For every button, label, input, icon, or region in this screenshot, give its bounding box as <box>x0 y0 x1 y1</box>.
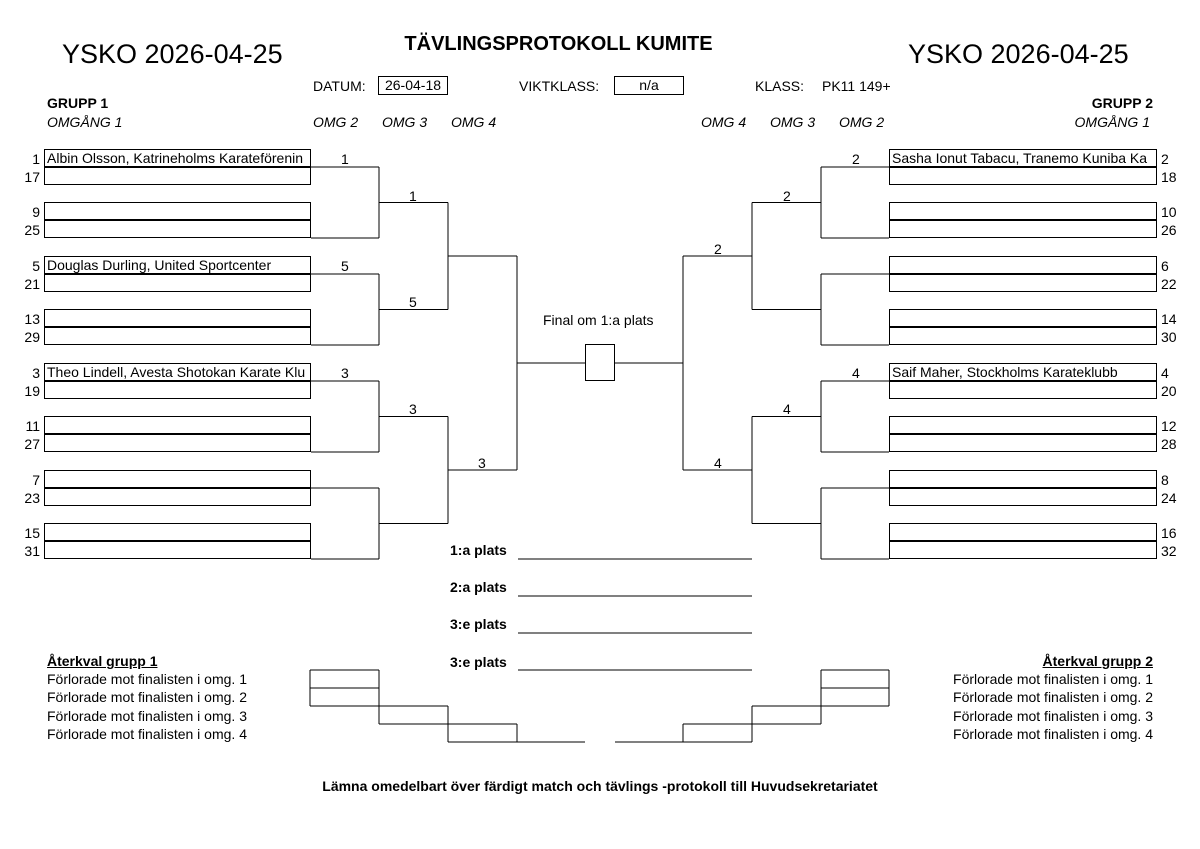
right-entry-slot[interactable] <box>889 256 1157 274</box>
right-seed-number: 6 <box>1161 258 1169 274</box>
right-seed-number: 22 <box>1161 276 1177 292</box>
event-name-left: YSKO 2026-04-25 <box>62 39 283 69</box>
group2-omg4-label: OMG 4 <box>701 114 747 130</box>
place-1-label: 1:a plats <box>450 542 507 558</box>
left-seed-number: 25 <box>24 222 40 238</box>
right-seed-number: 12 <box>1161 418 1177 434</box>
left-seed-number: 9 <box>32 204 40 220</box>
left-entry-slot[interactable]: Albin Olsson, Katrineholms Karateförenin <box>44 149 311 167</box>
right-entry-slot[interactable] <box>889 202 1157 220</box>
group1-omg2-label: OMG 2 <box>313 114 359 130</box>
right-entry-slot[interactable] <box>889 416 1157 434</box>
aterkval-group1-title: Återkval grupp 1 <box>47 653 158 669</box>
left-entry-slot[interactable] <box>44 381 311 399</box>
final-label: Final om 1:a plats <box>543 312 654 328</box>
left-seed-number: 23 <box>24 490 40 506</box>
left-seed-number: 1 <box>32 151 40 167</box>
final-winner-box[interactable] <box>585 344 615 381</box>
l-r2-2: 5 <box>341 258 349 274</box>
left-entry-slot[interactable] <box>44 434 311 452</box>
left-seed-number: 15 <box>24 525 40 541</box>
aterkval-r-row-3: Förlorade mot finalisten i omg. 3 <box>953 708 1153 724</box>
left-seed-number: 11 <box>25 418 40 434</box>
right-seed-number: 18 <box>1161 169 1177 185</box>
l-r3-1: 5 <box>409 294 417 310</box>
left-seed-number: 19 <box>24 383 40 399</box>
l-r3-2: 3 <box>409 401 417 417</box>
left-entry-slot[interactable] <box>44 327 311 345</box>
place-3b-label: 3:e plats <box>450 654 507 670</box>
left-entry-slot[interactable] <box>44 202 311 220</box>
group1-omg4-label: OMG 4 <box>451 114 497 130</box>
group2-round1-label: OMGÅNG 1 <box>1074 114 1150 130</box>
right-entry-slot[interactable] <box>889 309 1157 327</box>
r-r3-2: 4 <box>783 401 791 417</box>
left-entry-slot[interactable] <box>44 309 311 327</box>
group1-omg3-label: OMG 3 <box>382 114 428 130</box>
place-3a-label: 3:e plats <box>450 616 507 632</box>
page-title: TÄVLINGSPROTOKOLL KUMITE <box>404 33 713 55</box>
left-entry-slot[interactable] <box>44 416 311 434</box>
place-2-label: 2:a plats <box>450 579 507 595</box>
group2-omg3-label: OMG 3 <box>770 114 816 130</box>
l-r3-0: 1 <box>409 188 417 204</box>
l-r4-1: 3 <box>478 455 486 471</box>
right-entry-slot[interactable] <box>889 523 1157 541</box>
right-seed-number: 26 <box>1161 222 1177 238</box>
right-seed-number: 2 <box>1161 151 1169 167</box>
left-entry-slot[interactable] <box>44 274 311 292</box>
aterkval-l-row-2: Förlorade mot finalisten i omg. 2 <box>47 689 247 705</box>
r-r4-1: 4 <box>714 455 722 471</box>
right-seed-number: 32 <box>1161 543 1177 559</box>
datum-label: DATUM: <box>313 78 366 94</box>
left-seed-number: 29 <box>24 329 40 345</box>
right-entry-slot[interactable] <box>889 470 1157 488</box>
right-seed-number: 30 <box>1161 329 1177 345</box>
aterkval-l-row-4: Förlorade mot finalisten i omg. 4 <box>47 726 247 742</box>
footer-note: Lämna omedelbart över färdigt match och tävlings -protokoll till Huvudsekretariatet <box>322 778 878 794</box>
right-seed-number: 10 <box>1161 204 1177 220</box>
viktklass-label: VIKTKLASS: <box>519 78 600 94</box>
left-seed-number: 5 <box>32 258 40 274</box>
right-entry-slot[interactable] <box>889 488 1157 506</box>
aterkval-group2-title: Återkval grupp 2 <box>1042 653 1153 669</box>
right-entry-slot[interactable]: Sasha Ionut Tabacu, Tranemo Kuniba Ka <box>889 149 1157 167</box>
group2-title: GRUPP 2 <box>1091 95 1153 111</box>
r-r2-0: 2 <box>852 151 860 167</box>
group1-round1-label: OMGÅNG 1 <box>47 114 123 130</box>
right-entry-slot[interactable] <box>889 381 1157 399</box>
left-seed-number: 21 <box>24 276 40 292</box>
left-entry-slot[interactable]: Theo Lindell, Avesta Shotokan Karate Klu <box>44 363 311 381</box>
left-entry-slot[interactable] <box>44 470 311 488</box>
right-seed-number: 8 <box>1161 472 1169 488</box>
right-seed-number: 24 <box>1161 490 1177 506</box>
left-seed-number: 27 <box>24 436 40 452</box>
left-entry-slot[interactable] <box>44 488 311 506</box>
left-entry-slot[interactable] <box>44 220 311 238</box>
left-seed-number: 7 <box>32 472 40 488</box>
datum-field[interactable]: 26-04-18 <box>378 76 448 95</box>
l-r2-0: 1 <box>341 151 349 167</box>
left-seed-number: 31 <box>24 543 40 559</box>
right-seed-number: 16 <box>1161 525 1177 541</box>
left-entry-slot[interactable] <box>44 523 311 541</box>
aterkval-r-row-1: Förlorade mot finalisten i omg. 1 <box>953 671 1153 687</box>
aterkval-r-row-2: Förlorade mot finalisten i omg. 2 <box>953 689 1153 705</box>
klass-value: PK11 149+ <box>822 78 891 94</box>
right-entry-slot[interactable] <box>889 541 1157 559</box>
r-r2-4: 4 <box>852 365 860 381</box>
right-seed-number: 14 <box>1161 311 1177 327</box>
left-seed-number: 3 <box>32 365 40 381</box>
left-entry-slot[interactable] <box>44 167 311 185</box>
left-seed-number: 17 <box>24 169 40 185</box>
right-seed-number: 28 <box>1161 436 1177 452</box>
right-seed-number: 20 <box>1161 383 1177 399</box>
right-entry-slot[interactable]: Saif Maher, Stockholms Karateklubb <box>889 363 1157 381</box>
r-r3-0: 2 <box>783 188 791 204</box>
aterkval-l-row-1: Förlorade mot finalisten i omg. 1 <box>47 671 247 687</box>
left-entry-slot[interactable] <box>44 541 311 559</box>
right-seed-number: 4 <box>1161 365 1169 381</box>
right-entry-slot[interactable] <box>889 327 1157 345</box>
right-entry-slot[interactable] <box>889 220 1157 238</box>
l-r2-4: 3 <box>341 365 349 381</box>
left-entry-slot[interactable]: Douglas Durling, United Sportcenter <box>44 256 311 274</box>
right-entry-slot[interactable] <box>889 167 1157 185</box>
aterkval-l-row-3: Förlorade mot finalisten i omg. 3 <box>47 708 247 724</box>
right-entry-slot[interactable] <box>889 274 1157 292</box>
klass-label: KLASS: <box>755 78 805 94</box>
right-entry-slot[interactable] <box>889 434 1157 452</box>
viktklass-field[interactable]: n/a <box>614 76 684 95</box>
aterkval-r-row-4: Förlorade mot finalisten i omg. 4 <box>953 726 1153 742</box>
group2-omg2-label: OMG 2 <box>839 114 885 130</box>
r-r4-0: 2 <box>714 241 722 257</box>
group1-title: GRUPP 1 <box>47 95 109 111</box>
left-seed-number: 13 <box>24 311 40 327</box>
event-name-right: YSKO 2026-04-25 <box>908 39 1129 69</box>
